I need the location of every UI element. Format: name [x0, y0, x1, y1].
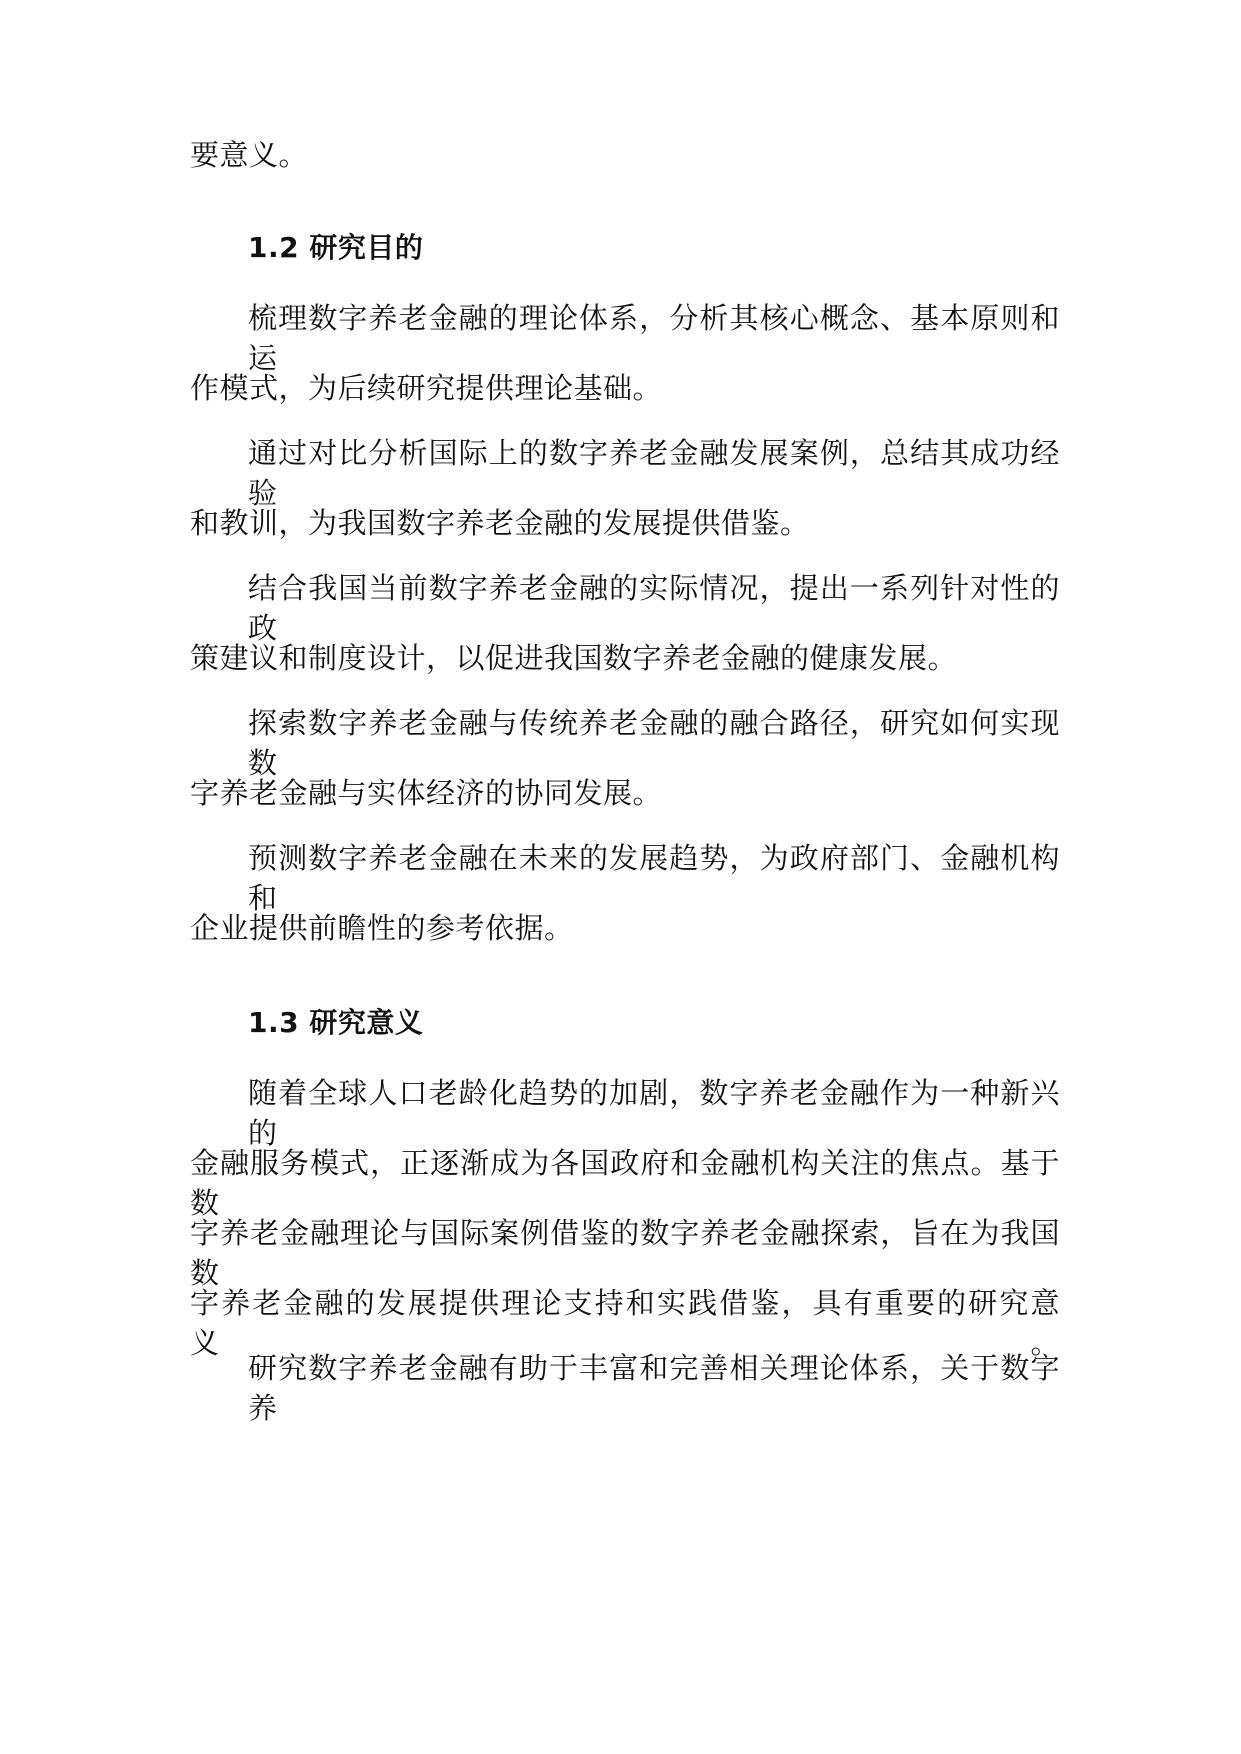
paragraph-line: 金融服务模式，正逐渐成为各国政府和金融机构关注的焦点。基于数: [190, 1146, 1060, 1220]
paragraph-line: 随着全球人口老龄化趋势的加剧，数字养老金融作为一种新兴的: [248, 1076, 1060, 1150]
paragraph-line: 作模式，为后续研究提供理论基础。: [190, 371, 663, 405]
paragraph-line: 策建议和制度设计，以促进我国数字养老金融的健康发展。: [190, 641, 958, 675]
paragraph-continuation: 要意义。: [190, 138, 309, 172]
paragraph-line: 和教训，为我国数字养老金融的发展提供借鉴。: [190, 506, 810, 540]
paragraph-line: 结合我国当前数字养老金融的实际情况，提出一系列针对性的政: [248, 571, 1060, 645]
section-heading-1-2: 1.2 研究目的: [248, 231, 424, 264]
paragraph-line: 通过对比分析国际上的数字养老金融发展案例，总结其成功经验: [248, 436, 1060, 510]
paragraph-line: 探索数字养老金融与传统养老金融的融合路径，研究如何实现数: [248, 706, 1060, 780]
paragraph-line: 梳理数字养老金融的理论体系，分析其核心概念、基本原则和运: [248, 301, 1060, 375]
paragraph-line: 研究数字养老金融有助于丰富和完善相关理论体系，关于数字养: [248, 1351, 1060, 1425]
paragraph-line: 企业提供前瞻性的参考依据。: [190, 911, 574, 945]
paragraph-line: 字养老金融的发展提供理论支持和实践借鉴，具有重要的研究意义。: [190, 1286, 1060, 1360]
paragraph-line: 字养老金融理论与国际案例借鉴的数字养老金融探索，旨在为我国数: [190, 1216, 1060, 1290]
paragraph-line: 预测数字养老金融在未来的发展趋势，为政府部门、金融机构和: [248, 841, 1060, 915]
paragraph-line: 字养老金融与实体经济的协同发展。: [190, 776, 663, 810]
section-heading-1-3: 1.3 研究意义: [248, 1006, 424, 1039]
